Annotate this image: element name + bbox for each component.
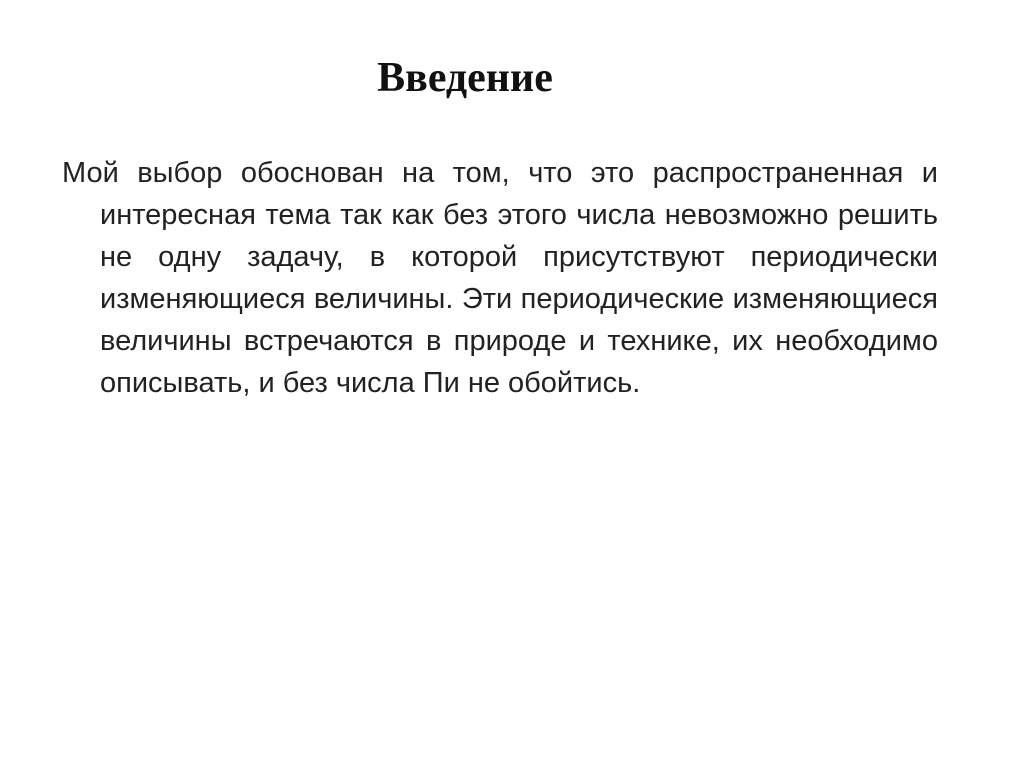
- slide-title: Введение: [377, 55, 553, 101]
- slide-paragraph: Мой выбор обоснован на том, что это распространенная и интересная тема так как без этого числа невозможно решить не одну задачу, в которой присутствуют периодически изменяющиеся величины. Эти периодические изменяющиеся величины встречаются в природе и технике, их необходимо описывать, и без числа Пи не обойтись.: [62, 157, 938, 399]
